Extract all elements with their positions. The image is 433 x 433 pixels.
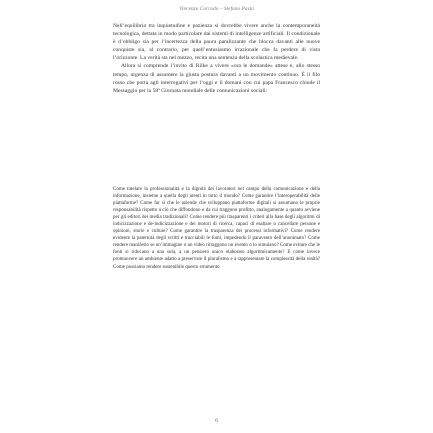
paragraph-2: Allora si comprende l’invito di Rilke a vivere «ora le domande» attese e, allo stesso tempo, urgenza di assumere la giusta postura davanti a un movimento continuo. È il filo rosso che porta agli interrogativi per l’oggi e il domani con cui papa Francesco chiude il Messaggio per la 58ª Giornata mondiale delle comunicazioni sociali: <box>113 63 320 94</box>
paragraph-1: Nell’equilibrio tra inquietudine e pazienza si dovrebbe vivere anche la contemporaneità tecnologica, dettata in modo particolare dai sistemi di intelligenze artificiali. Il condizionale è d’obbligo sia per l’incertezza della paura paralizzante che blocca davanti alle nuove conquiste sia, al contrario, per quell’entusiasmo irrazionale che fa perdere di vista l’orizzonte. La verità sta nel mezzo, recita una sentenza della scolastica medievale. <box>113 23 320 62</box>
quotation-paragraph: Come tutelare la professionalità e la dignità dei lavoratori nel campo della comunicazione e della informazione, insieme a quella degli utenti in tutto il mondo? Come garantire l’interoperabilità delle piattaforme? Come far sì che le aziende che sviluppano piattaforme digitali si assumano le proprie responsabilità rispetto a ciò che diffondono e da cui traggono profitto, analogamente a quanto avviene per gli editori dei media tradizionali? Come rendere più trasparenti i criteri alla base degli algoritmi di indicizzazione e de-indicizzazione e dei motori di ricerca, capaci di esaltare o cancellare persone e opinioni, storie e culture? Come garantire la trasparenza dei processi informativi? Come rendere evidente la paternità degli scritti e tracciabili le fonti, impedendo il paravento dell’anonimato? Come rendere manifesto se un’immagine o un video ritraggono un evento o lo simulano? Come evitare che le fonti si riducano a una sola, a un pensiero unico elaborato algoritmicamente? E come invece promuovere un ambiente adatto a preservare il pluralismo e a rappresentare la complessità della realtà? Come possiamo rendere sostenibile questo strumento <box>113 187 320 270</box>
main-text-column <box>113 22 320 95</box>
quotation-block <box>113 186 320 271</box>
page-number: 6 <box>215 418 218 424</box>
running-head: Vincenzo Corrado – Stefano Pasta <box>179 6 254 12</box>
